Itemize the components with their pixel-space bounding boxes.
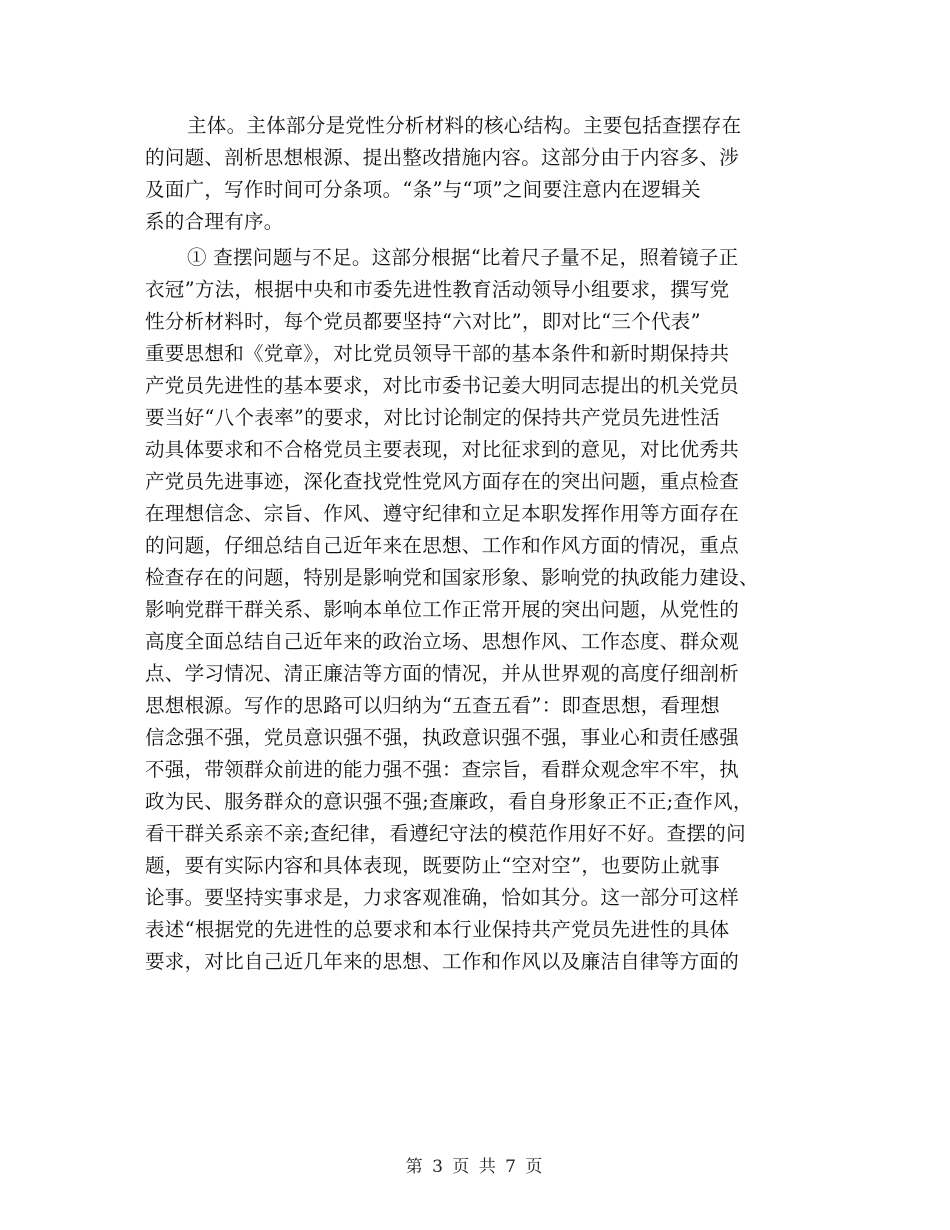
- text-line: 影响党群干群关系、影响本单位工作正常开展的突出问题，从党性的: [145, 598, 740, 621]
- page-number-footer: 第 3 页 共 7 页: [405, 1157, 545, 1177]
- text-line: 题，要有实际内容和具体表现，既要防止“空对空”，也要防止就事: [145, 854, 720, 877]
- text-line: 要求，对比自己近几年来的思想、工作和作风以及廉洁自律等方面的: [145, 950, 740, 973]
- text-line: 论事。要坚持实事求是，力求客观准确，恰如其分。这一部分可这样: [145, 886, 740, 909]
- text-line: 产党员先进事迹，深化查找党性党风方面存在的突出问题，重点检查: [145, 470, 740, 493]
- text-line: 的问题，仔细总结自己近年来在思想、工作和作风方面的情况，重点: [145, 534, 740, 557]
- text-line: 产党员先进性的基本要求，对比市委书记姜大明同志提出的机关党员: [145, 374, 740, 397]
- text-line: 主体。主体部分是党性分析材料的核心结构。主要包括查摆存在: [187, 114, 742, 137]
- text-line: 性分析材料时，每个党员都要坚持“六对比”，即对比“三个代表”: [145, 310, 701, 333]
- text-line: 重要思想和《党章》，对比党员领导干部的基本条件和新时期保持共: [145, 342, 730, 365]
- text-line: 信念强不强，党员意识强不强，执政意识强不强，事业心和责任感强: [145, 726, 740, 749]
- text-line: 看干群关系亲不亲;查纪律，看遵纪守法的模范作用好不好。查摆的问: [145, 822, 746, 845]
- text-line: 高度全面总结自己近年来的政治立场、思想作风、工作态度、群众观: [145, 630, 740, 653]
- document-body: [145, 110, 805, 978]
- text-line: 点、学习情况、清正廉洁等方面的情况，并从世界观的高度仔细剖析: [145, 662, 740, 685]
- text-line: 表述“根据党的先进性的总要求和本行业保持共产党员先进性的具体: [145, 918, 730, 941]
- text-line: 系的合理有序。: [145, 210, 284, 233]
- text-line: 衣冠”方法，根据中央和市委先进性教育活动领导小组要求，撰写党: [145, 278, 730, 301]
- text-line: 政为民、服务群众的意识强不强;查廉政，看自身形象正不正;查作风，: [145, 790, 753, 813]
- text-line: 思想根源。写作的思路可以归纳为“五查五看”：即查思想，看理想: [145, 694, 720, 717]
- paragraph-intro: [145, 110, 805, 238]
- text-line: 在理想信念、宗旨、作风、遵守纪律和立足本职发挥作用等方面存在: [145, 502, 740, 525]
- text-line: ① 查摆问题与不足。这部分根据“比着尺子量不足，照着镜子正: [187, 246, 739, 269]
- text-line: 不强，带领群众前进的能力强不强：查宗旨，看群众观念牢不牢，执: [145, 758, 740, 781]
- text-line: 检查存在的问题，特别是影响党和国家形象、影响党的执政能力建设、: [145, 566, 759, 589]
- text-line: 要当好“八个表率”的要求，对比讨论制定的保持共产党员先进性活: [145, 406, 720, 429]
- paragraph-check-problems: [145, 242, 805, 978]
- text-line: 及面广，写作时间可分条项。“条”与“项”之间要注意内在逻辑关: [145, 178, 701, 201]
- text-line: 的问题、剖析思想根源、提出整改措施内容。这部分由于内容多、涉: [145, 146, 740, 169]
- text-line: 动具体要求和不合格党员主要表现，对比征求到的意见，对比优秀共: [145, 438, 740, 461]
